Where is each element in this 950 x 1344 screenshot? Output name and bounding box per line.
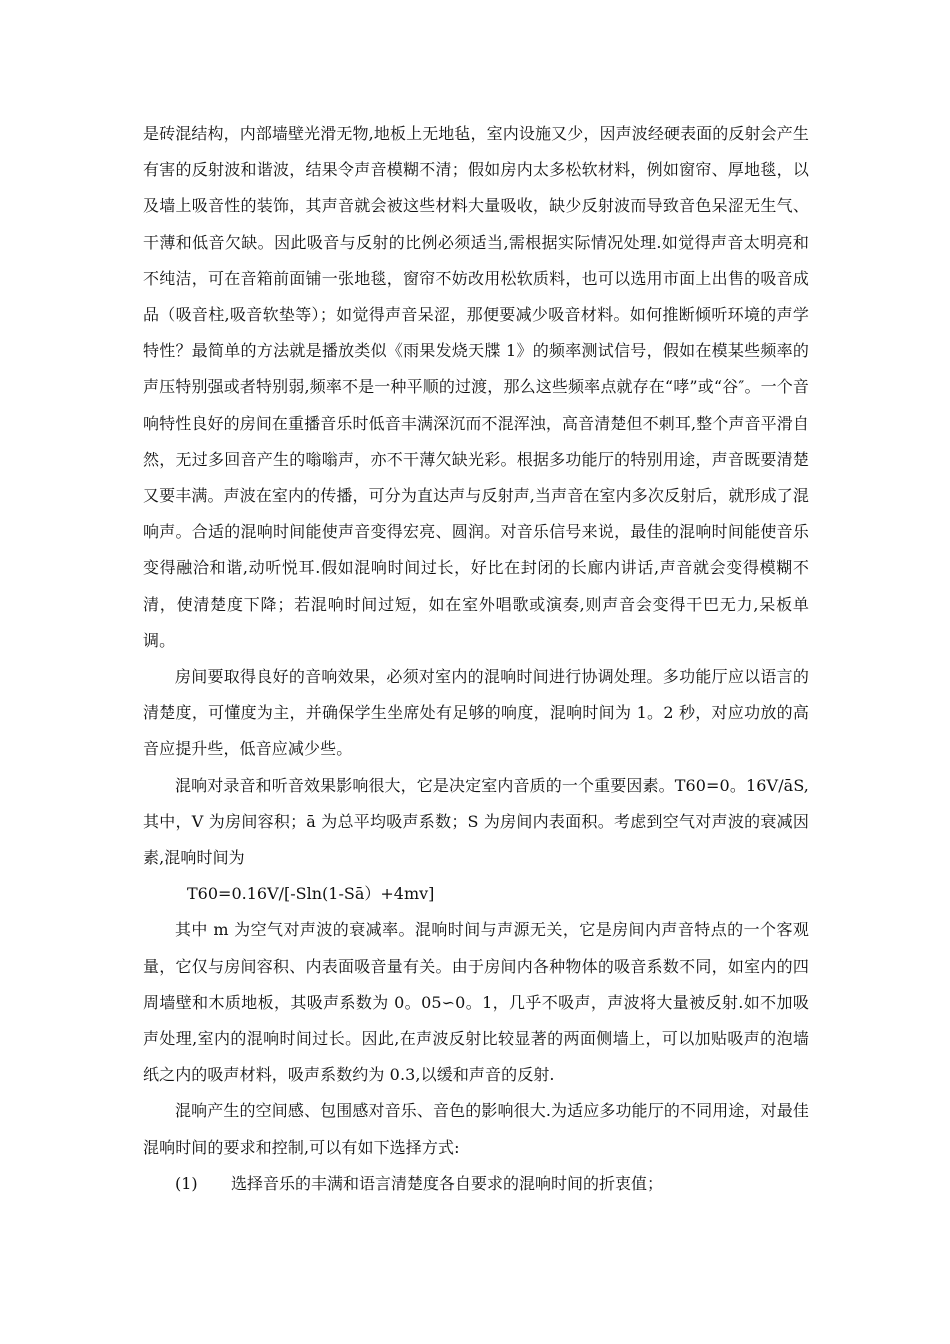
paragraph-room-acoustics	[143, 659, 809, 768]
list-item	[143, 1166, 809, 1202]
paragraph-text: 其中 m 为空气对声波的衰减率。混响时间与声源无关，它是房间内声音特点的一个客观量，它仅与房间容积、内表面吸音量有关。由于房间内各种物体的吸音系数不同，如室内的四周墙壁和木质地板，其吸声系数为 0。05∽0。1，几乎不吸声，声波将大量被反射.如不加吸声处理,室内的混响时间过长。因此,在声波反射比较显著的两面侧墙上，可以加贴吸声的泡墙纸之内的吸声材料，吸声系数约为 0.3,以缓和声音的反射.	[143, 920, 809, 1085]
paragraph-text: 是砖混结构，内部墙壁光滑无物,地板上无地毡，室内设施又少，因声波经硬表面的反射会产生有害的反射波和谐波，结果令声音模糊不清；假如房内太多松软材料，例如窗帘、厚地毯，以及墙上吸音性的装饰，其声音就会被这些材料大量吸收，缺少反射波而导致音色呆涩无生气、干薄和低音欠缺。因此吸音与反射的比例必须适当,需根据实际情况处理.如觉得声音太明亮和不纯洁，可在音箱前面铺一张地毯，窗帘不妨改用松软质料，也可以选用市面上出售的吸音成品（吸音柱,吸音软垫等）；如觉得声音呆涩，那便要减少吸音材料。如何推断倾听环境的声学特性？最简单的方法就是播放类似《雨果发烧天牒 1》的频率测试信号，假如在模某些频率的声压特别强或者特别弱,频率不是一种平顺的过渡，那么这些频率点就存在“哮”或“谷″。一个音响特性良好的房间在重播音乐时低音丰满深沉而不混浑浊，高音清楚但不刺耳,整个声音平滑自然，无过多回音产生的嗡嗡声，亦不干薄欠缺光彩。根据多功能厅的特别用途，声音既要清楚又要丰满。声波在室内的传播，可分为直达声与反射声,当声音在室内多次反射后，就形成了混响声。合适的混响时间能使声音变得宏亮、圆润。对音乐信号来说，最佳的混响时间能使音乐变得融洽和谐,动听悦耳.假如混响时间过长，好比在封闭的长廊内讲话,声音就会变得模糊不清，使清楚度下降；若混响时间过短，如在室外唱歌或演奏,则声音会变得干巴无力,呆板单调。	[143, 124, 809, 650]
reverb-formula	[143, 876, 809, 912]
paragraph-reverb-formula-intro	[143, 768, 809, 877]
list-item-text: 选择音乐的丰满和语言清楚度各自要求的混响时间的折衷值；	[231, 1173, 664, 1193]
formula-text: T60=0.16V/[-Sln(1-Sā）+4mv]	[187, 884, 435, 904]
paragraph-reverb-choice	[143, 1093, 809, 1165]
paragraph-text: 混响产生的空间感、包围感对音乐、音色的影响很大.为适应多功能厅的不同用途，对最佳混响时间的要求和控制,可以有如下选择方式:	[143, 1101, 809, 1157]
paragraph-absorption-coefficient	[143, 912, 809, 1093]
list-item-number: (1)	[175, 1173, 198, 1193]
paragraph-text: 房间要取得良好的音响效果，必须对室内的混响时间进行协调处理。多功能厅应以语言的清楚度，可懂度为主，并确保学生坐席处有足够的响度，混响时间为 1。2 秒，对应功放的高音应提升些，低音应减少些。	[143, 667, 809, 759]
paragraph-reflection-absorption	[143, 116, 809, 659]
paragraph-text: 混响对录音和听音效果影响很大，它是决定室内音质的一个重要因素。T60=0。16V/āS,其中，V 为房间容积；ā 为总平均吸声系数；S 为房间内表面积。考虑到空气对声波的衰减因素,混响时间为	[143, 775, 809, 868]
document-body	[143, 116, 809, 1202]
